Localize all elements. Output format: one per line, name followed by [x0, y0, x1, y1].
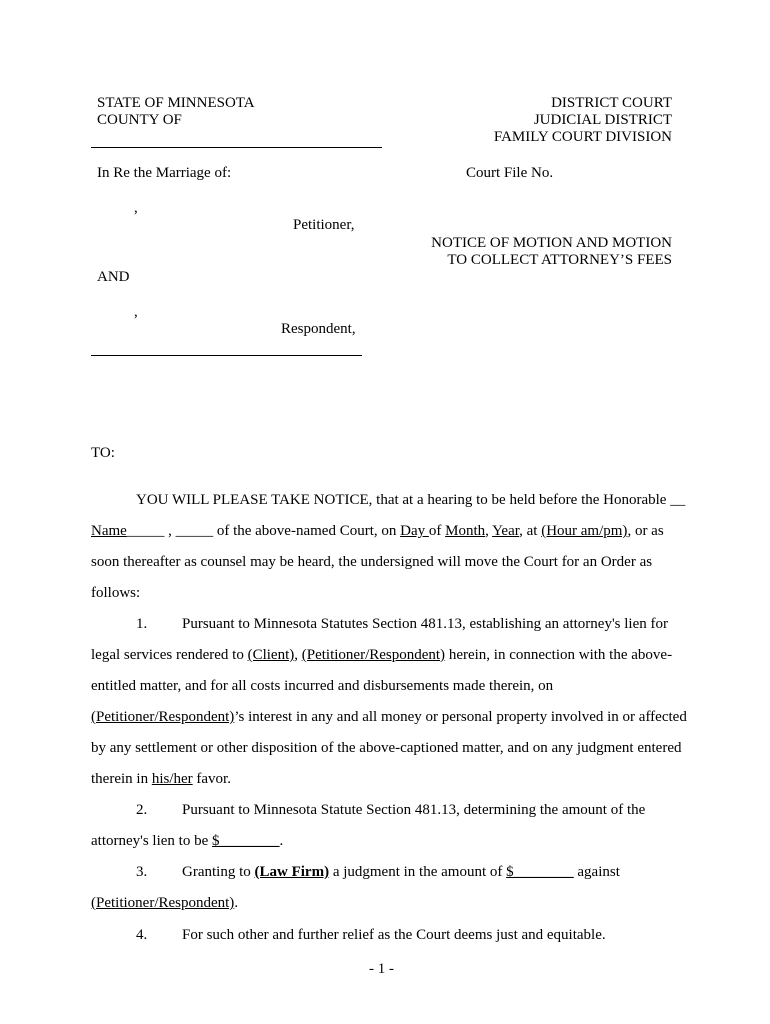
item-1-line-4: (Petitioner/Respondent)’s interest in any and all money or personal property involved in or affected	[91, 709, 687, 725]
court-file-label: Court File No.	[466, 165, 554, 181]
hour-field: (Hour am/pm)	[541, 523, 628, 539]
law-firm-field: (Law Firm)	[254, 864, 330, 880]
judgment-amount-field: $________	[506, 864, 574, 880]
lien-amount-field: $________	[212, 833, 280, 849]
party-field-2: (Petitioner/Respondent)	[91, 709, 235, 725]
district-label: JUDICIAL DISTRICT	[533, 112, 672, 128]
item-1-line-6: therein in his/her favor.	[91, 771, 231, 787]
respondent-label: Respondent,	[281, 321, 356, 337]
item-2-line-1: Pursuant to Minnesota Statute Section 481.13, determining the amount of the	[182, 802, 646, 818]
item-1-line-1: Pursuant to Minnesota Statutes Section 481.13, establishing an attorney's lien for	[182, 616, 668, 632]
notice-line-3: soon thereafter as counsel may be heard, the undersigned will move the Court for an Order as	[91, 554, 653, 570]
notice-line-4: follows:	[91, 585, 141, 601]
item-1-line-2: legal services rendered to (Client), (Petitioner/Respondent) herein, in connection with the above-	[91, 647, 673, 663]
his-her-field: his/her	[151, 771, 193, 787]
item-1-line-5: by any settlement or other disposition of the above-captioned matter, and on any judgment entered	[91, 740, 682, 756]
notice-line-2: Name_____ , _____ of the above-named Court, on Day of Month, Year, at (Hour am/pm), or as	[91, 523, 664, 539]
day-field: Day	[400, 523, 429, 539]
notice-line-1: YOU WILL PLEASE TAKE NOTICE, that at a hearing to be held before the Honorable __	[136, 492, 686, 508]
document-title-line2: TO COLLECT ATTORNEY’S FEES	[447, 252, 672, 268]
to-label: TO:	[91, 445, 115, 461]
in-re-label: In Re the Marriage of:	[97, 165, 232, 181]
item-1-line-3: entitled matter, and for all costs incurred and disbursements made therein, on	[91, 678, 554, 694]
client-field: (Client)	[247, 647, 295, 663]
petitioner-label: Petitioner,	[293, 217, 355, 233]
and-label: AND	[97, 269, 130, 285]
division-label: FAMILY COURT DIVISION	[493, 129, 672, 145]
month-field: Month	[445, 523, 486, 539]
item-4-number: 4.	[136, 927, 148, 943]
county-label: COUNTY OF	[97, 112, 182, 128]
caption-divider-bottom	[91, 355, 362, 356]
item-3-line-2: (Petitioner/Respondent).	[91, 895, 239, 911]
state-label: STATE OF MINNESOTA	[97, 95, 255, 111]
item-2-number: 2.	[136, 802, 148, 818]
petitioner-name-comma: ,	[134, 200, 138, 216]
party-field-3: (Petitioner/Respondent)	[91, 895, 235, 911]
year-field: Year	[492, 523, 520, 539]
item-4-line-1: For such other and further relief as the Court deems just and equitable.	[182, 927, 606, 943]
judge-name-field: Name	[91, 523, 127, 539]
item-2-line-2: attorney's lien to be $________.	[91, 833, 284, 849]
item-3-number: 3.	[136, 864, 148, 880]
party-field-1: (Petitioner/Respondent)	[301, 647, 446, 663]
page-number: - 1 -	[369, 961, 394, 977]
court-label: DISTRICT COURT	[551, 95, 672, 111]
item-3-line-1: Granting to (Law Firm) a judgment in the amount of $________ against	[182, 864, 620, 880]
document-title-line1: NOTICE OF MOTION AND MOTION	[431, 235, 672, 251]
caption-divider-top	[91, 147, 382, 148]
item-1-number: 1.	[136, 616, 148, 632]
respondent-name-comma: ,	[134, 304, 138, 320]
